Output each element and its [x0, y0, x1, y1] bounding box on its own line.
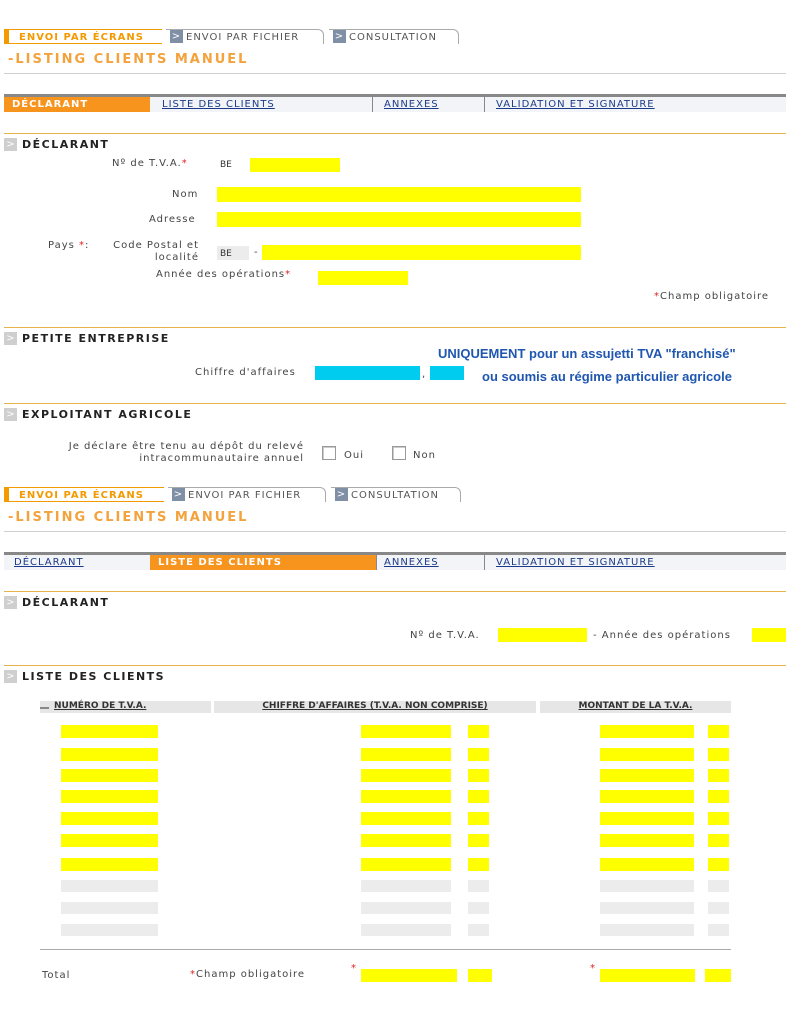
- montant-tva-input[interactable]: [600, 834, 694, 847]
- montant-tva-decimals-input[interactable]: [708, 924, 729, 936]
- chiffre-affaires-input[interactable]: [361, 880, 451, 892]
- chevron-right-icon: >: [4, 408, 17, 421]
- tab-label: CONSULTATION: [349, 32, 438, 43]
- section-title-exploitant-agricole: EXPLOITANT AGRICOLE: [22, 408, 193, 421]
- sub-tab-bar: [4, 552, 786, 570]
- chiffre-affaires-decimals-input[interactable]: [468, 880, 489, 892]
- chiffre-affaires-input[interactable]: [315, 366, 420, 380]
- required-note: *Champ obligatoire: [190, 969, 306, 980]
- subtab-liste-des-clients[interactable]: LISTE DES CLIENTS: [162, 99, 275, 110]
- montant-tva-decimals-input[interactable]: [708, 790, 729, 803]
- total-chiffre-affaires-decimals-input[interactable]: [468, 969, 492, 982]
- tab-envoi-par-ecrans[interactable]: [4, 487, 164, 502]
- montant-tva-decimals-input[interactable]: [708, 769, 729, 782]
- sort-handle-icon: [40, 707, 49, 709]
- releve-question: Je déclare être tenu au dépôt du relevé intracommunautaire annuel: [68, 441, 304, 464]
- non-checkbox[interactable]: [392, 446, 406, 460]
- tva-label: Nº de T.V.A.*: [112, 158, 188, 169]
- section-title-petite-entreprise: PETITE ENTREPRISE: [22, 332, 170, 345]
- tab-envoi-par-fichier[interactable]: [166, 29, 324, 44]
- tab-label: ENVOI PAR FICHIER: [188, 490, 302, 501]
- subtab-validation-et-signature[interactable]: VALIDATION ET SIGNATURE: [496, 99, 655, 110]
- chiffre-affaires-decimals-input[interactable]: [468, 769, 489, 782]
- tab-envoi-par-fichier[interactable]: [168, 487, 326, 502]
- tva-number-input[interactable]: [61, 769, 158, 782]
- tva-number-input[interactable]: [61, 902, 158, 914]
- chiffre-affaires-decimals-input[interactable]: [468, 858, 489, 871]
- divider: [4, 327, 786, 328]
- montant-tva-input[interactable]: [600, 790, 694, 803]
- annee-label: - Année des opérations: [593, 630, 731, 641]
- chiffre-affaires-input[interactable]: [361, 812, 451, 825]
- total-montant-tva-input[interactable]: [600, 969, 695, 982]
- montant-tva-decimals-input[interactable]: [708, 902, 729, 914]
- chiffre-affaires-input[interactable]: [361, 924, 451, 936]
- chiffre-affaires-input[interactable]: [361, 834, 451, 847]
- chiffre-affaires-label: Chiffre d'affaires: [195, 367, 296, 378]
- non-label: Non: [413, 450, 436, 461]
- note-line-1: UNIQUEMENT pour un assujetti TVA "franchisé": [438, 346, 736, 361]
- montant-tva-decimals-input[interactable]: [708, 812, 729, 825]
- section-title-liste-des-clients: LISTE DES CLIENTS: [22, 670, 166, 683]
- montant-tva-input[interactable]: [600, 769, 694, 782]
- required-asterisk: *: [590, 963, 596, 974]
- tva-number-input[interactable]: [61, 924, 158, 936]
- chevron-right-icon: >: [4, 670, 17, 683]
- montant-tva-input[interactable]: [600, 858, 694, 871]
- chiffre-affaires-input[interactable]: [361, 769, 451, 782]
- annee-label: Année des opérations*: [156, 269, 292, 280]
- adresse-label: Adresse: [149, 214, 196, 225]
- divider: [4, 73, 786, 74]
- chiffre-affaires-decimals-input[interactable]: [468, 790, 489, 803]
- divider: [484, 97, 485, 112]
- montant-tva-input[interactable]: [600, 725, 694, 738]
- montant-tva-input[interactable]: [600, 902, 694, 914]
- code-postal-label: Code Postal et localité: [113, 240, 199, 263]
- chiffre-affaires-decimals-input[interactable]: [430, 366, 464, 380]
- tva-number-input[interactable]: [250, 158, 340, 172]
- chiffre-affaires-decimals-input[interactable]: [468, 924, 489, 936]
- divider: [4, 531, 786, 532]
- tva-number-input[interactable]: [61, 748, 158, 761]
- tva-number-input[interactable]: [61, 858, 158, 871]
- nom-label: Nom: [172, 189, 199, 200]
- oui-checkbox[interactable]: [322, 446, 336, 460]
- subtab-declarant[interactable]: DÉCLARANT: [4, 97, 150, 112]
- divider: [4, 133, 786, 134]
- chevron-right-icon: >: [4, 332, 17, 345]
- sub-tab-bar: [4, 94, 786, 112]
- chevron-right-icon: >: [171, 31, 182, 42]
- total-chiffre-affaires-input[interactable]: [361, 969, 457, 982]
- pays-label: Pays *:: [48, 240, 90, 251]
- section-title-declarant: DÉCLARANT: [22, 596, 110, 609]
- tva-value: [498, 628, 587, 642]
- chevron-right-icon: >: [336, 489, 347, 500]
- montant-tva-decimals-input[interactable]: [708, 834, 729, 847]
- divider: [40, 949, 731, 950]
- divider: [372, 97, 373, 112]
- chevron-right-icon: >: [4, 138, 17, 151]
- divider: [376, 555, 377, 570]
- tab-envoi-par-ecrans[interactable]: [4, 29, 162, 44]
- tab-label: ENVOI PAR ÉCRANS: [19, 490, 144, 501]
- montant-tva-decimals-input[interactable]: [708, 858, 729, 871]
- pays-value: BE: [220, 249, 232, 259]
- montant-tva-decimals-input[interactable]: [708, 748, 729, 761]
- tab-consultation[interactable]: [331, 487, 461, 502]
- code-postal-localite-input[interactable]: [262, 245, 581, 260]
- subtab-annexes[interactable]: ANNEXES: [384, 99, 439, 110]
- tab-label: ENVOI PAR FICHIER: [186, 32, 300, 43]
- chiffre-affaires-input[interactable]: [361, 902, 451, 914]
- total-label: Total: [42, 970, 71, 981]
- chiffre-affaires-input[interactable]: [361, 790, 451, 803]
- montant-tva-input[interactable]: [600, 812, 694, 825]
- chiffre-affaires-decimals-input[interactable]: [468, 725, 489, 738]
- chevron-right-icon: >: [4, 596, 17, 609]
- annee-value: [752, 628, 786, 642]
- chiffre-affaires-decimals-input[interactable]: [468, 902, 489, 914]
- note-line-2: ou soumis au régime particulier agricole: [482, 369, 732, 384]
- required-asterisk: *: [351, 963, 357, 974]
- tab-label: CONSULTATION: [351, 490, 440, 501]
- column-header-montant-tva[interactable]: MONTANT DE LA T.V.A.: [578, 701, 693, 711]
- subtab-declarant[interactable]: DÉCLARANT: [14, 557, 84, 568]
- subtab-liste-des-clients[interactable]: LISTE DES CLIENTS: [150, 555, 376, 570]
- chiffre-affaires-input[interactable]: [361, 858, 451, 871]
- adresse-input[interactable]: [217, 212, 581, 227]
- chevron-right-icon: >: [334, 31, 345, 42]
- chiffre-affaires-decimals-input[interactable]: [468, 748, 489, 761]
- montant-tva-input[interactable]: [600, 748, 694, 761]
- tva-number-input[interactable]: [61, 880, 158, 892]
- tva-number-input[interactable]: [61, 725, 158, 738]
- chevron-right-icon: >: [173, 489, 184, 500]
- tva-country-prefix: BE: [220, 160, 232, 170]
- subtab-annexes[interactable]: ANNEXES: [384, 557, 439, 568]
- chiffre-affaires-input[interactable]: [361, 748, 451, 761]
- divider: [4, 591, 786, 592]
- decimal-separator: ,: [422, 369, 427, 380]
- oui-label: Oui: [344, 450, 364, 461]
- tva-number-input[interactable]: [61, 812, 158, 825]
- divider: [4, 403, 786, 404]
- nom-input[interactable]: [217, 187, 581, 202]
- page-title: -LISTING CLIENTS MANUEL: [8, 510, 249, 525]
- required-note: *Champ obligatoire: [654, 291, 770, 302]
- section-title-declarant: DÉCLARANT: [22, 138, 110, 151]
- column-header-tva[interactable]: NUMÉRO DE T.V.A.: [54, 701, 147, 711]
- tva-number-input[interactable]: [61, 790, 158, 803]
- total-montant-tva-decimals-input[interactable]: [705, 969, 731, 982]
- annee-input[interactable]: [318, 271, 408, 285]
- divider: [484, 555, 485, 570]
- subtab-validation-et-signature[interactable]: VALIDATION ET SIGNATURE: [496, 557, 655, 568]
- chiffre-affaires-input[interactable]: [361, 725, 451, 738]
- montant-tva-decimals-input[interactable]: [708, 725, 729, 738]
- divider: [4, 665, 786, 666]
- tva-number-input[interactable]: [61, 834, 158, 847]
- montant-tva-decimals-input[interactable]: [708, 880, 729, 892]
- separator: -: [254, 247, 259, 258]
- page-title: -LISTING CLIENTS MANUEL: [8, 52, 249, 67]
- column-header-chiffre-affaires[interactable]: CHIFFRE D'AFFAIRES (T.V.A. NON COMPRISE): [262, 701, 488, 711]
- chiffre-affaires-decimals-input[interactable]: [468, 834, 489, 847]
- tva-label: Nº de T.V.A.: [410, 630, 480, 641]
- chiffre-affaires-decimals-input[interactable]: [468, 812, 489, 825]
- tab-label: ENVOI PAR ÉCRANS: [19, 32, 144, 43]
- montant-tva-input[interactable]: [600, 924, 694, 936]
- montant-tva-input[interactable]: [600, 880, 694, 892]
- tab-consultation[interactable]: [329, 29, 459, 44]
